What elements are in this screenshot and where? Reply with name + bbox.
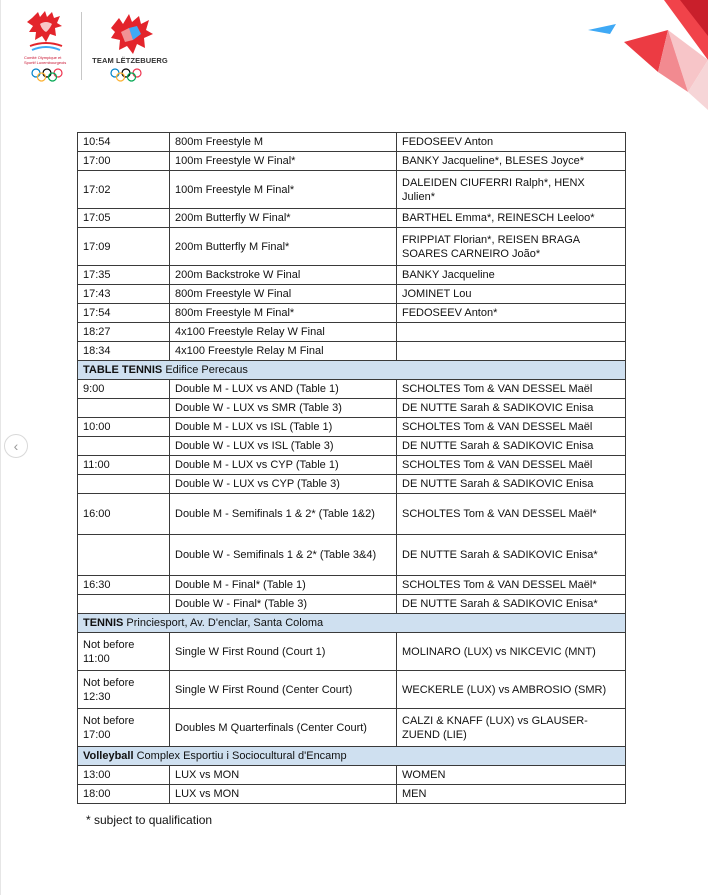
time-cell: [78, 595, 170, 614]
olympic-rings-icon: [30, 68, 64, 82]
time-cell: 17:35: [78, 266, 170, 285]
event-cell: 200m Butterfly M Final*: [170, 228, 397, 266]
athletes-cell: MOLINARO (LUX) vs NIKCEVIC (MNT): [397, 633, 626, 671]
event-cell: 4x100 Freestyle Relay M Final: [170, 342, 397, 361]
athletes-cell: DE NUTTE Sarah & SADIKOVIC Enisa: [397, 475, 626, 494]
table-row: [78, 342, 626, 361]
table-row: [78, 266, 626, 285]
table-row: [78, 418, 626, 437]
page-edge: [0, 0, 1, 895]
athletes-cell: BANKY Jacqueline*, BLESES Joyce*: [397, 152, 626, 171]
athletes-cell: WECKERLE (LUX) vs AMBROSIO (SMR): [397, 671, 626, 709]
time-cell: 13:00: [78, 766, 170, 785]
event-cell: Double M - LUX vs ISL (Table 1): [170, 418, 397, 437]
athletes-cell: SCHOLTES Tom & VAN DESSEL Maël*: [397, 576, 626, 595]
athletes-cell: WOMEN: [397, 766, 626, 785]
time-cell: 10:54: [78, 133, 170, 152]
time-cell: 11:00: [78, 456, 170, 475]
time-cell: 17:05: [78, 209, 170, 228]
table-row: [78, 304, 626, 323]
time-cell: [78, 475, 170, 494]
athletes-cell: BANKY Jacqueline: [397, 266, 626, 285]
table-row: [78, 456, 626, 475]
athletes-cell: FRIPPIAT Florian*, REISEN BRAGA SOARES CARNEIRO João*: [397, 228, 626, 266]
section-venue: Edifice Perecaus: [165, 364, 248, 376]
event-cell: Double W - LUX vs SMR (Table 3): [170, 399, 397, 418]
corner-decoration: [568, 0, 708, 110]
athletes-cell: BARTHEL Emma*, REINESCH Leeloo*: [397, 209, 626, 228]
time-cell: 17:09: [78, 228, 170, 266]
table-row: [78, 535, 626, 576]
footnote: * subject to qualification: [86, 813, 213, 827]
time-cell: Not before 17:00: [78, 709, 170, 747]
time-cell: [78, 399, 170, 418]
athletes-cell: DE NUTTE Sarah & SADIKOVIC Enisa: [397, 437, 626, 456]
table-row: [78, 633, 626, 671]
event-cell: Double W - LUX vs CYP (Table 3): [170, 475, 397, 494]
table-row: [78, 595, 626, 614]
event-cell: 200m Butterfly W Final*: [170, 209, 397, 228]
time-cell: 16:30: [78, 576, 170, 595]
table-row: [78, 285, 626, 304]
section-title: Volleyball: [83, 750, 134, 762]
time-cell: [78, 535, 170, 576]
event-cell: 4x100 Freestyle Relay W Final: [170, 323, 397, 342]
athletes-cell: FEDOSEEV Anton*: [397, 304, 626, 323]
section-title: TABLE TENNIS: [83, 364, 163, 376]
time-cell: 10:00: [78, 418, 170, 437]
athletes-cell: DE NUTTE Sarah & SADIKOVIC Enisa*: [397, 595, 626, 614]
table-row: [78, 475, 626, 494]
athletes-cell: SCHOLTES Tom & VAN DESSEL Maël: [397, 380, 626, 399]
time-cell: 17:54: [78, 304, 170, 323]
cosl-logo-text: Comité Olympique et Sportif Luxembourgeois: [24, 55, 67, 65]
athletes-cell: [397, 323, 626, 342]
time-cell: 17:02: [78, 171, 170, 209]
event-cell: 800m Freestyle M Final*: [170, 304, 397, 323]
team-label: TEAM LËTZEBUERG: [92, 56, 168, 65]
event-cell: Single W First Round (Court 1): [170, 633, 397, 671]
event-cell: LUX vs MON: [170, 785, 397, 804]
table-row: [78, 171, 626, 209]
event-cell: 800m Freestyle M: [170, 133, 397, 152]
athletes-cell: FEDOSEEV Anton: [397, 133, 626, 152]
event-cell: Double M - Final* (Table 1): [170, 576, 397, 595]
event-cell: 800m Freestyle W Final: [170, 285, 397, 304]
time-cell: 18:00: [78, 785, 170, 804]
table-row: [78, 399, 626, 418]
table-row: [78, 228, 626, 266]
chevron-left-icon: ‹: [13, 438, 19, 454]
event-cell: Double W - Semifinals 1 & 2* (Table 3&4): [170, 535, 397, 576]
event-cell: 100m Freestyle W Final*: [170, 152, 397, 171]
table-row: [78, 323, 626, 342]
event-cell: Double W - Final* (Table 3): [170, 595, 397, 614]
time-cell: Not before 11:00: [78, 633, 170, 671]
athletes-cell: DE NUTTE Sarah & SADIKOVIC Enisa: [397, 399, 626, 418]
table-row: [78, 152, 626, 171]
section-venue: Complex Esportiu i Sociocultural d'Encamp: [136, 750, 347, 762]
event-cell: Double M - LUX vs CYP (Table 1): [170, 456, 397, 475]
time-cell: 17:00: [78, 152, 170, 171]
table-row: [78, 785, 626, 804]
section-title: TENNIS: [83, 617, 124, 629]
table-row: [78, 766, 626, 785]
time-cell: 18:34: [78, 342, 170, 361]
event-cell: 100m Freestyle M Final*: [170, 171, 397, 209]
section-venue: Princiesport, Av. D'enclar, Santa Coloma: [126, 617, 324, 629]
time-cell: 9:00: [78, 380, 170, 399]
athletes-cell: DALEIDEN CIUFERRI Ralph*, HENX Julien*: [397, 171, 626, 209]
time-cell: 18:27: [78, 323, 170, 342]
event-cell: Doubles M Quarterfinals (Center Court): [170, 709, 397, 747]
athletes-cell: [397, 342, 626, 361]
table-row: [78, 709, 626, 747]
section-header-volleyball: [78, 747, 626, 766]
athletes-cell: JOMINET Lou: [397, 285, 626, 304]
olympic-rings-icon: [109, 68, 143, 82]
event-cell: Double M - Semifinals 1 & 2* (Table 1&2): [170, 494, 397, 535]
section-header-table-tennis: [78, 361, 626, 380]
athletes-cell: SCHOLTES Tom & VAN DESSEL Maël*: [397, 494, 626, 535]
event-cell: Double W - LUX vs ISL (Table 3): [170, 437, 397, 456]
athletes-cell: DE NUTTE Sarah & SADIKOVIC Enisa*: [397, 535, 626, 576]
header-divider: [81, 12, 82, 80]
time-cell: 17:43: [78, 285, 170, 304]
schedule-table: [77, 132, 626, 804]
header: [0, 0, 708, 110]
athletes-cell: SCHOLTES Tom & VAN DESSEL Maël: [397, 418, 626, 437]
athletes-cell: CALZI & KNAFF (LUX) vs GLAUSER-ZUEND (LIE): [397, 709, 626, 747]
time-cell: [78, 437, 170, 456]
event-cell: Double M - LUX vs AND (Table 1): [170, 380, 397, 399]
time-cell: Not before 12:30: [78, 671, 170, 709]
athletes-cell: SCHOLTES Tom & VAN DESSEL Maël: [397, 456, 626, 475]
previous-page-button[interactable]: [4, 434, 28, 458]
table-row: [78, 437, 626, 456]
table-row: [78, 494, 626, 535]
table-row: [78, 380, 626, 399]
time-cell: 16:00: [78, 494, 170, 535]
event-cell: LUX vs MON: [170, 766, 397, 785]
event-cell: 200m Backstroke W Final: [170, 266, 397, 285]
section-header-tennis: [78, 614, 626, 633]
table-row: [78, 133, 626, 152]
event-cell: Single W First Round (Center Court): [170, 671, 397, 709]
table-row: [78, 576, 626, 595]
table-row: [78, 209, 626, 228]
athletes-cell: MEN: [397, 785, 626, 804]
table-row: [78, 671, 626, 709]
